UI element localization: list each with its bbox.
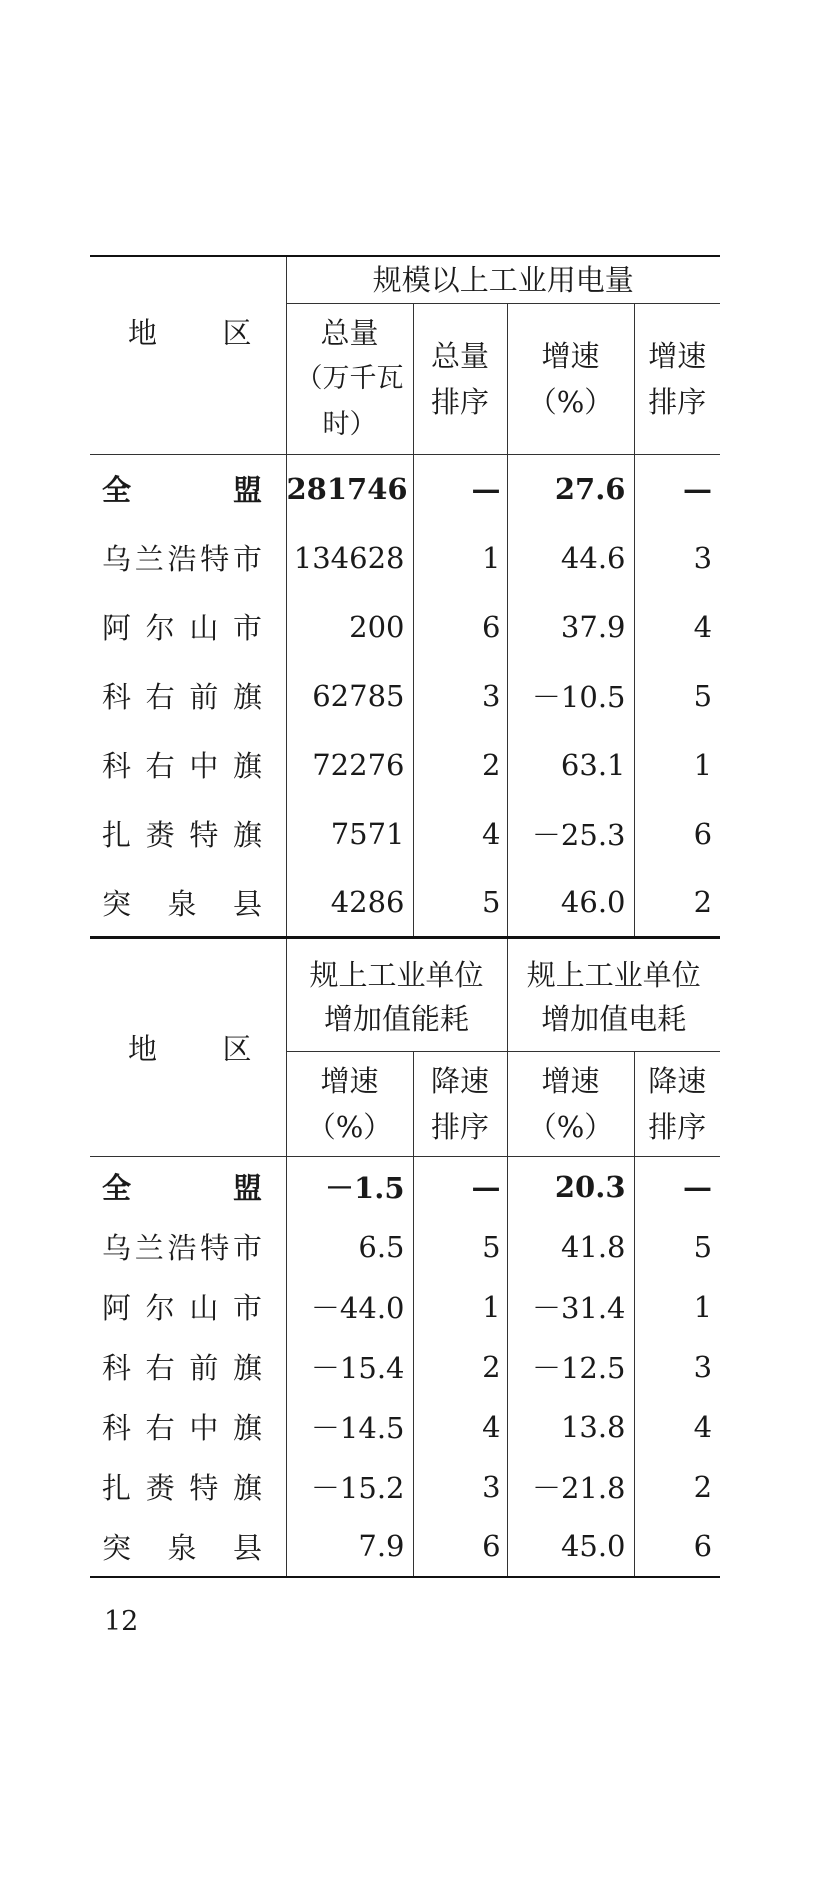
region-name-char: 科 [102, 749, 132, 783]
region-name [90, 1457, 286, 1517]
region-name-char: 特 [200, 542, 230, 576]
col-header-line: 增速 [320, 1064, 379, 1098]
col-header-line: 降速 [648, 1064, 707, 1098]
group-title-energy [286, 938, 507, 1052]
region-name [90, 799, 286, 868]
cell-total: 62785 [286, 661, 413, 730]
cell-energy-rank: 4 [413, 1397, 507, 1457]
region-name-char: 突 [102, 1530, 132, 1565]
cell-energy-rank: 2 [413, 1337, 507, 1397]
cell-total-rank: 4 [413, 799, 507, 868]
region-name-char: 阿 [102, 1291, 132, 1325]
region-name-char: 浩 [167, 1231, 197, 1265]
region-name-char: 盟 [232, 473, 262, 508]
region-name-char: 右 [145, 1411, 175, 1445]
cell-total: 134628 [286, 523, 413, 592]
region-name-char: 特 [200, 1231, 230, 1265]
region-name [90, 1217, 286, 1277]
region-name [90, 1397, 286, 1457]
region-name-char: 县 [232, 886, 262, 921]
col-header-line: （%） [527, 384, 614, 419]
region-header [90, 938, 286, 1157]
group-title-line: 增加值能耗 [324, 1002, 470, 1036]
table-row [90, 868, 720, 937]
col-header-energy-rank [413, 1052, 507, 1157]
cell-energy-growth: 7.9 [286, 1517, 413, 1577]
col-header-line: （万千瓦时） [295, 362, 404, 440]
industrial-electricity-table [90, 255, 720, 938]
col-header-growth-rank [634, 303, 720, 454]
region-name-char: 山 [189, 611, 219, 645]
cell-total-rank: 1 [413, 523, 507, 592]
region-name-char: 泉 [167, 886, 197, 921]
region-name-char: 旗 [232, 1471, 262, 1505]
cell-power-rank: 6 [634, 1517, 720, 1577]
region-name-char: 尔 [145, 1291, 175, 1325]
cell-power-rank: 3 [634, 1337, 720, 1397]
col-header-power-growth [507, 1052, 634, 1157]
cell-energy-growth: －44.0 [286, 1277, 413, 1337]
col-header-energy-growth [286, 1052, 413, 1157]
cell-energy-rank: — [413, 1157, 507, 1217]
region-header-char: 地 [128, 316, 158, 351]
col-header-line: 降速 [431, 1064, 490, 1098]
region-name-char: 旗 [232, 818, 262, 852]
cell-energy-growth: －15.2 [286, 1457, 413, 1517]
table-row [90, 661, 720, 730]
region-name-char: 科 [102, 1351, 132, 1385]
cell-growth-rank: 3 [634, 523, 720, 592]
region-name-char: 旗 [232, 749, 262, 783]
region-name-char: 旗 [232, 680, 262, 714]
cell-power-rank: 4 [634, 1397, 720, 1457]
region-name-char: 赉 [145, 818, 175, 852]
region-name [90, 1157, 286, 1217]
cell-growth-rank: 2 [634, 868, 720, 937]
group-title: 规模以上工业用电量 [286, 256, 720, 303]
region-name-char: 市 [232, 1231, 262, 1265]
table-row [90, 1517, 720, 1577]
region-name-char: 中 [189, 1411, 219, 1445]
region-name-char: 中 [189, 749, 219, 783]
table-row [90, 730, 720, 799]
region-name-char: 特 [189, 1471, 219, 1505]
region-name-char: 旗 [232, 1351, 262, 1385]
region-name-char: 乌 [102, 1231, 132, 1265]
region-name [90, 454, 286, 523]
col-header-total [286, 303, 413, 454]
cell-growth: 46.0 [507, 868, 634, 937]
region-name [90, 592, 286, 661]
region-name-char: 科 [102, 1411, 132, 1445]
col-header-line: 排序 [648, 384, 707, 419]
cell-power-growth: －21.8 [507, 1457, 634, 1517]
cell-energy-rank: 6 [413, 1517, 507, 1577]
cell-energy-rank: 5 [413, 1217, 507, 1277]
cell-energy-growth: －1.5 [286, 1157, 413, 1217]
col-header-line: 增速 [541, 1064, 600, 1098]
group-title-line: 规上工业单位 [526, 958, 701, 992]
region-name [90, 1277, 286, 1337]
region-name-char: 科 [102, 680, 132, 714]
cell-growth-rank: 1 [634, 730, 720, 799]
region-name [90, 1517, 286, 1577]
region-name-char: 兰 [134, 542, 164, 576]
cell-power-rank: 1 [634, 1277, 720, 1337]
region-name-char: 浩 [167, 542, 197, 576]
table-row [90, 1397, 720, 1457]
page-number: 12 [104, 1606, 139, 1637]
cell-energy-rank: 3 [413, 1457, 507, 1517]
cell-power-rank: — [634, 1157, 720, 1217]
cell-power-rank: 2 [634, 1457, 720, 1517]
region-header-char: 地 [128, 1032, 158, 1066]
cell-growth-rank: 4 [634, 592, 720, 661]
region-name-char: 赉 [145, 1471, 175, 1505]
col-header-power-rank [634, 1052, 720, 1157]
cell-power-growth: －12.5 [507, 1337, 634, 1397]
cell-growth: 63.1 [507, 730, 634, 799]
cell-total: 4286 [286, 868, 413, 937]
table-row [90, 1277, 720, 1337]
region-name-char: 全 [102, 1171, 132, 1206]
col-header-line: 总量 [320, 315, 379, 350]
region-header-char: 区 [222, 1032, 252, 1066]
region-name-char: 盟 [232, 1171, 262, 1206]
col-header-line: 排序 [430, 384, 489, 419]
region-name-char: 山 [189, 1291, 219, 1325]
region-name-char: 扎 [102, 1471, 132, 1505]
unit-consumption-table [90, 937, 720, 1578]
region-name-char: 尔 [145, 611, 175, 645]
col-header-line: 排序 [431, 1110, 490, 1144]
region-name-char: 扎 [102, 818, 132, 852]
cell-energy-growth: －15.4 [286, 1337, 413, 1397]
cell-growth: 44.6 [507, 523, 634, 592]
cell-power-rank: 5 [634, 1217, 720, 1277]
table-row [90, 523, 720, 592]
region-name-char: 市 [232, 611, 262, 645]
cell-total: 72276 [286, 730, 413, 799]
cell-total-rank: 3 [413, 661, 507, 730]
cell-growth-rank: 6 [634, 799, 720, 868]
cell-power-growth: 45.0 [507, 1517, 634, 1577]
cell-total: 7571 [286, 799, 413, 868]
col-header-growth [507, 303, 634, 454]
region-name-char: 特 [189, 818, 219, 852]
col-header-line: 排序 [648, 1110, 707, 1144]
region-name-char: 市 [232, 542, 262, 576]
region-name [90, 868, 286, 937]
cell-total-rank: 5 [413, 868, 507, 937]
col-header-line: 增速 [648, 338, 707, 373]
region-header-char: 区 [222, 316, 252, 351]
region-name-char: 右 [145, 680, 175, 714]
region-name-char: 突 [102, 886, 132, 921]
cell-growth: 27.6 [507, 454, 634, 523]
cell-power-growth: 13.8 [507, 1397, 634, 1457]
cell-power-growth: 20.3 [507, 1157, 634, 1217]
table-row [90, 592, 720, 661]
region-name-char: 右 [145, 749, 175, 783]
cell-total-rank: — [413, 454, 507, 523]
cell-growth-rank: 5 [634, 661, 720, 730]
cell-growth: －10.5 [507, 661, 634, 730]
region-name-char: 右 [145, 1351, 175, 1385]
region-name [90, 523, 286, 592]
region-name-char: 旗 [232, 1411, 262, 1445]
cell-growth: 37.9 [507, 592, 634, 661]
cell-total-rank: 6 [413, 592, 507, 661]
table-row [90, 1217, 720, 1277]
cell-total-rank: 2 [413, 730, 507, 799]
group-title-line: 规上工业单位 [309, 958, 484, 992]
region-header [90, 256, 286, 454]
region-name [90, 1337, 286, 1397]
cell-growth-rank: — [634, 454, 720, 523]
col-header-line: （%） [527, 1110, 614, 1144]
table-row [90, 799, 720, 868]
region-name-char: 乌 [102, 542, 132, 576]
col-header-total-rank [413, 303, 507, 454]
region-name-char: 泉 [167, 1530, 197, 1565]
table-row [90, 1337, 720, 1397]
cell-energy-growth: －14.5 [286, 1397, 413, 1457]
cell-energy-growth: 6.5 [286, 1217, 413, 1277]
group-title-line: 增加值电耗 [541, 1002, 687, 1036]
region-name-char: 市 [232, 1291, 262, 1325]
cell-total: 281746 [286, 454, 413, 523]
col-header-line: 总量 [430, 338, 489, 373]
region-name-char: 全 [102, 473, 132, 508]
group-title-power [507, 938, 720, 1052]
region-name-char: 县 [232, 1530, 262, 1565]
region-name [90, 730, 286, 799]
cell-energy-rank: 1 [413, 1277, 507, 1337]
cell-growth: －25.3 [507, 799, 634, 868]
col-header-line: （%） [306, 1110, 393, 1144]
table-row [90, 1157, 720, 1217]
cell-total: 200 [286, 592, 413, 661]
region-name-char: 前 [189, 1351, 219, 1385]
region-name-char: 阿 [102, 611, 132, 645]
table-row [90, 1457, 720, 1517]
cell-power-growth: －31.4 [507, 1277, 634, 1337]
table-row [90, 454, 720, 523]
region-name [90, 661, 286, 730]
cell-power-growth: 41.8 [507, 1217, 634, 1277]
region-name-char: 前 [189, 680, 219, 714]
region-name-char: 兰 [134, 1231, 164, 1265]
col-header-line: 增速 [541, 338, 600, 373]
